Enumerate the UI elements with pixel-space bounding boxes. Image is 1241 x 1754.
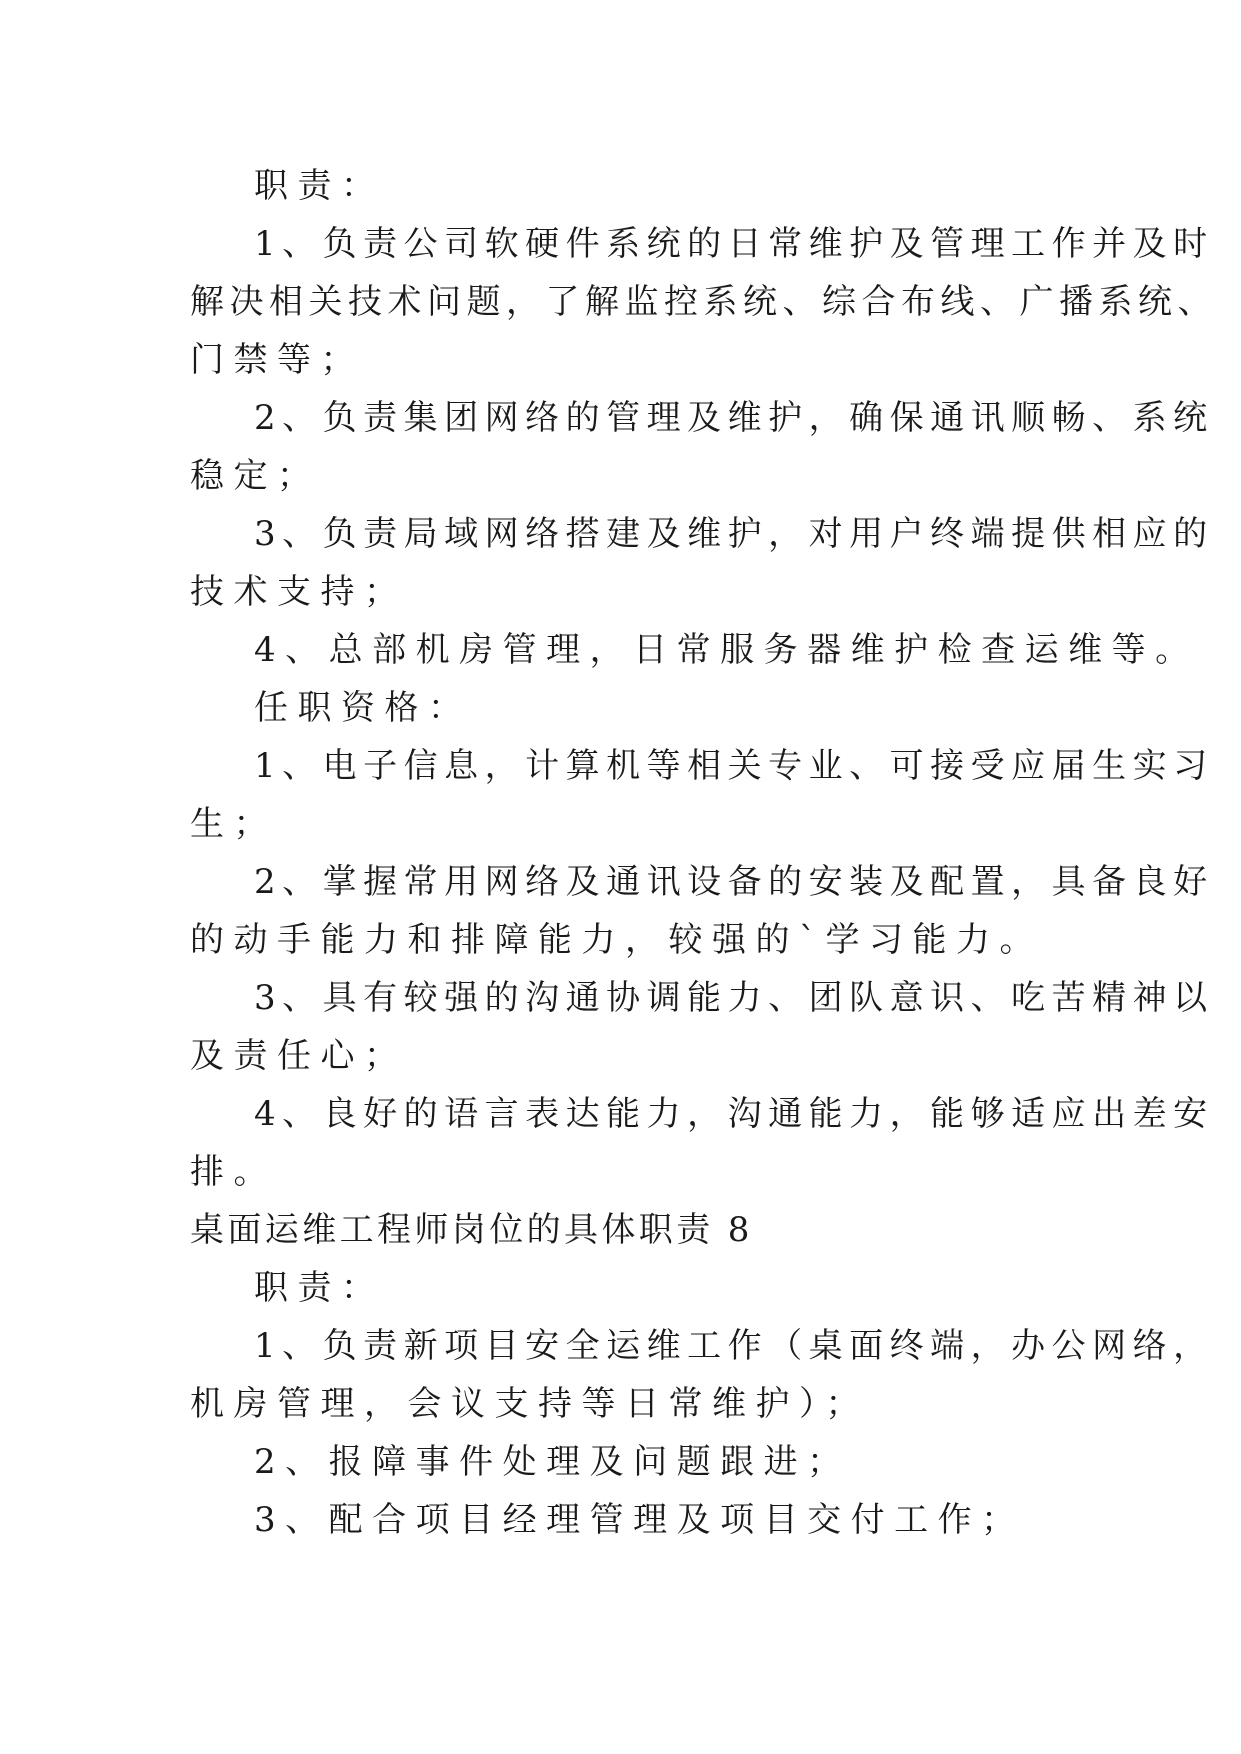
paragraph-line: 3、具有较强的沟通协调能力、团队意识、吃苦精神以	[254, 978, 1214, 1018]
article-title: 桌面运维工程师岗位的具体职责 8	[190, 1210, 753, 1250]
paragraph-line: 排。	[190, 1152, 277, 1192]
paragraph-line: 3、配合项目经理管理及项目交付工作；	[254, 1500, 1025, 1540]
paragraph-line: 生；	[190, 804, 277, 844]
paragraph-line: 技术支持；	[190, 572, 408, 612]
section-heading-duties: 职责：	[254, 166, 385, 206]
paragraph-line: 及责任心；	[190, 1036, 408, 1076]
paragraph-line: 解决相关技术问题，了解监控系统、综合布线、广播系统、	[190, 282, 1217, 322]
paragraph-line: 3、负责局域网络搭建及维护，对用户终端提供相应的	[254, 514, 1214, 554]
paragraph-line: 2、负责集团网络的管理及维护，确保通讯顺畅、系统	[254, 398, 1214, 438]
paragraph-line: 2、掌握常用网络及通讯设备的安装及配置，具备良好	[254, 862, 1214, 902]
section-heading-duties: 职责：	[254, 1268, 385, 1308]
paragraph-line: 门禁等；	[190, 340, 364, 380]
paragraph-line: 2、报障事件处理及问题跟进；	[254, 1442, 851, 1482]
paragraph-line: 稳定；	[190, 456, 321, 496]
paragraph-line: 4、良好的语言表达能力，沟通能力，能够适应出差安	[254, 1094, 1214, 1134]
paragraph-line: 4、总部机房管理，日常服务器维护检查运维等。	[254, 630, 1199, 670]
paragraph-line: 1、电子信息，计算机等相关专业、可接受应届生实习	[254, 746, 1214, 786]
paragraph-line: 1、负责新项目安全运维工作（桌面终端，办公网络，	[254, 1326, 1214, 1366]
section-heading-qualifications: 任职资格：	[254, 688, 472, 728]
paragraph-line: 机房管理，会议支持等日常维护）；	[190, 1384, 869, 1424]
paragraph-line: 1、负责公司软硬件系统的日常维护及管理工作并及时	[254, 224, 1214, 264]
paragraph-line: 的动手能力和排障能力，较强的`学习能力。	[190, 920, 1043, 960]
